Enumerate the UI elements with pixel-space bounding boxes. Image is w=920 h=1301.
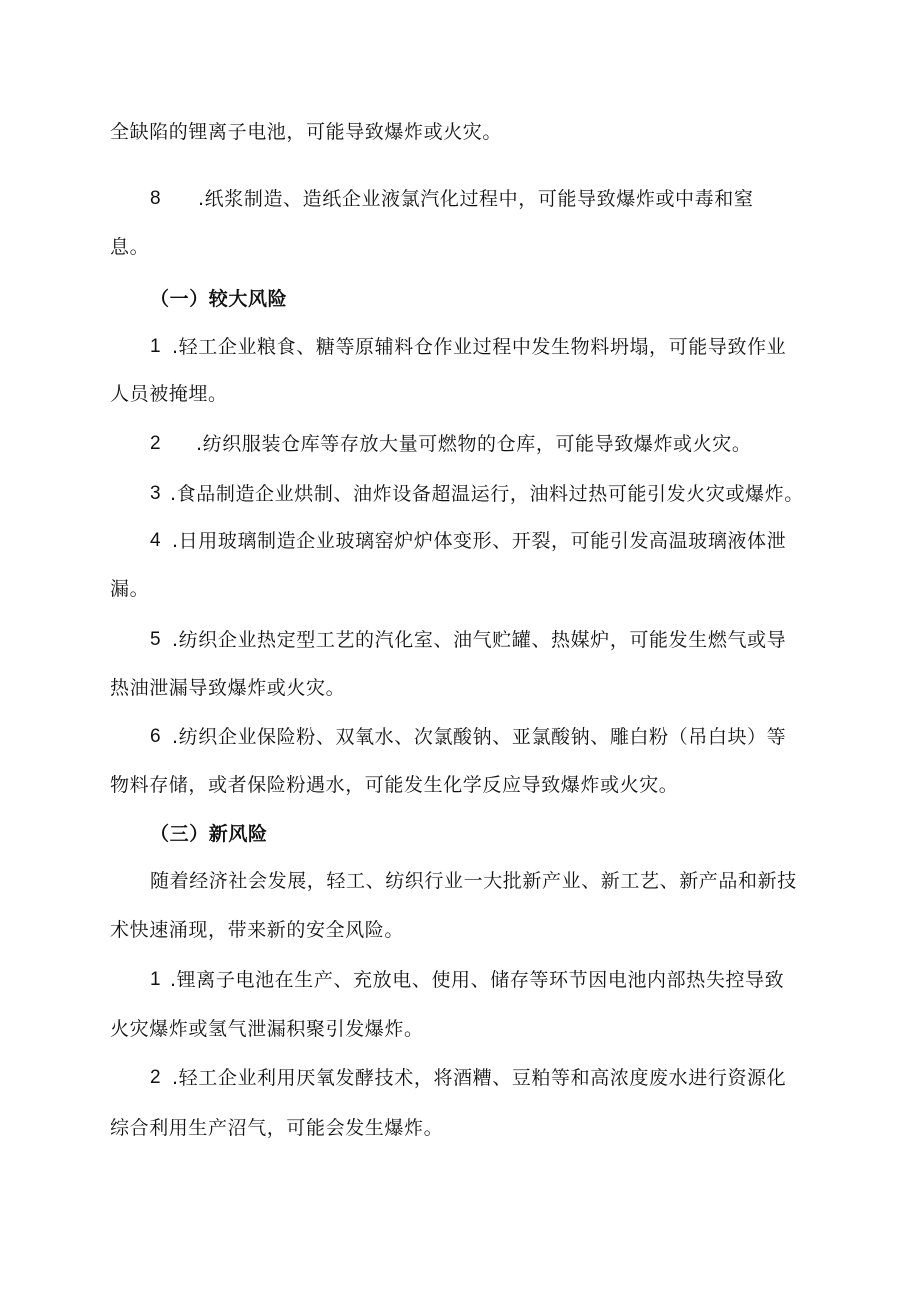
paragraph-line: 综合利用生产沼气，可能会发生爆炸。: [110, 1117, 444, 1139]
item-number: 8: [150, 188, 162, 209]
paragraph-line: 全缺陷的锂离子电池，可能导致爆炸或火灾。: [110, 121, 503, 143]
paragraph-line: 术快速涌现，带来新的安全风险。: [110, 919, 405, 941]
item-number: 6: [150, 726, 162, 747]
paragraph-line: 随着经济社会发展，轻工、纺织行业一大批新产业、新工艺、新产品和新技: [150, 870, 797, 892]
paragraph-line: 物料存储，或者保险粉遇水，可能发生化学反应导致爆炸或火灾。: [110, 774, 679, 796]
item-number: 1: [150, 969, 162, 990]
paragraph-line: 息。: [110, 236, 150, 258]
paragraph-line: .纺织企业热定型工艺的汽化室、油气贮罐、热媒炉，可能发生燃气或导: [172, 629, 787, 651]
paragraph-line: 热油泄漏导致爆炸或火灾。: [110, 677, 346, 699]
item-number: 4: [150, 530, 162, 551]
paragraph-line: .轻工企业利用厌氧发酵技术，将酒糟、豆粕等和高浓度废水进行资源化: [172, 1067, 787, 1089]
paragraph-line: .锂离子电池在生产、充放电、使用、储存等环节因电池内部热失控导致: [170, 969, 785, 991]
item-number: 3: [150, 483, 162, 504]
paragraph-line: .轻工企业粮食、糖等原辅料仓作业过程中发生物料坍塌，可能导致作业: [172, 336, 787, 358]
section-heading: （一）较大风险: [150, 288, 288, 310]
paragraph-line: 火灾爆炸或氢气泄漏积聚引发爆炸。: [110, 1018, 424, 1040]
paragraph-line: .日用玻璃制造企业玻璃窑炉炉体变形、开裂，可能引发高温玻璃液体泄: [172, 530, 787, 552]
item-number: 5: [150, 629, 162, 650]
item-number: 2: [150, 433, 162, 454]
paragraph-line: .纺织服装仓库等存放大量可燃物的仓库，可能导致爆炸或火灾。: [196, 433, 752, 455]
section-heading: （三）新风险: [150, 823, 268, 845]
item-number: 2: [150, 1067, 162, 1088]
paragraph-line: .纺织企业保险粉、双氧水、次氯酸钠、亚氯酸钠、雕白粉（吊白块）等: [172, 726, 787, 748]
paragraph-line: 漏。: [110, 578, 150, 600]
paragraph-line: 人员被掩埋。: [110, 383, 228, 405]
paragraph-line: .食品制造企业烘制、油炸设备超温运行，油料过热可能引发火灾或爆炸。: [170, 483, 804, 505]
item-number: 1: [150, 336, 162, 357]
paragraph-line: .纸浆制造、造纸企业液氯汽化过程中，可能导致爆炸或中毒和窒: [198, 188, 754, 210]
